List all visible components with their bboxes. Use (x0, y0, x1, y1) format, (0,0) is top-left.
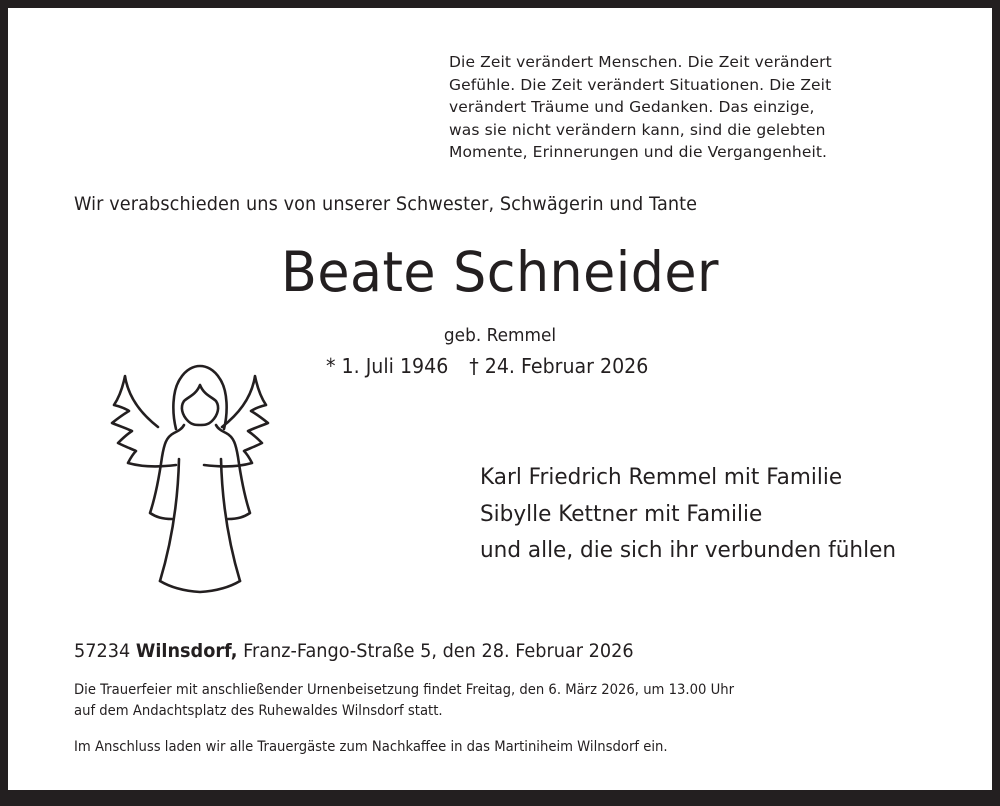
place-date-line (74, 640, 634, 662)
death-date: † 24. Februar 2026 (469, 354, 649, 378)
service-line: Die Trauerfeier mit anschließender Urnenbeisetzung findet Freitag, den 6. März 2026, um 13.00 Uhr (74, 682, 735, 698)
maiden-name-text: geb. Remmel (443, 325, 557, 346)
poem-line: Gefühle. Die Zeit verändert Situationen. Die Zeit (449, 75, 832, 94)
obituary-notice (8, 8, 992, 790)
poem-line: was sie nicht verändern kann, sind die gelebten (449, 120, 826, 139)
poem-line: Die Zeit verändert Menschen. Die Zeit verändert (449, 53, 832, 71)
deceased-name: Beate Schneider (281, 240, 719, 304)
poem (449, 51, 832, 164)
mourner-line: und alle, die sich ihr verbunden fühlen (480, 538, 897, 563)
postcode: 57234 (74, 640, 131, 662)
poem-line: Momente, Erinnerungen und die Vergangenheit. (449, 143, 828, 161)
life-dates (326, 354, 648, 378)
service-info (74, 680, 734, 722)
address-date: Franz-Fango-Straße 5, den 28. Februar 2026 (243, 640, 634, 662)
maiden-name (38, 325, 963, 346)
intro-text: Wir verabschieden uns von unserer Schwester, Schwägerin und Tante (74, 193, 698, 215)
mourner-line: Sibylle Kettner mit Familie (480, 501, 763, 527)
poem-line: verändert Träume und Gedanken. Das einzige, (449, 98, 815, 116)
service-line: auf dem Andachtsplatz des Ruhewaldes Wilnsdorf statt. (74, 703, 443, 719)
town: Wilnsdorf, (135, 640, 238, 662)
birth-date: * 1. Juli 1946 (326, 354, 449, 378)
reception-info: Im Anschluss laden wir alle Trauergäste zum Nachkaffee in das Martiniheim Wilnsdorf ein. (74, 739, 668, 755)
angel-icon (100, 361, 300, 601)
mourners-list (480, 460, 896, 570)
mourner-line: Karl Friedrich Remmel mit Familie (480, 465, 843, 490)
